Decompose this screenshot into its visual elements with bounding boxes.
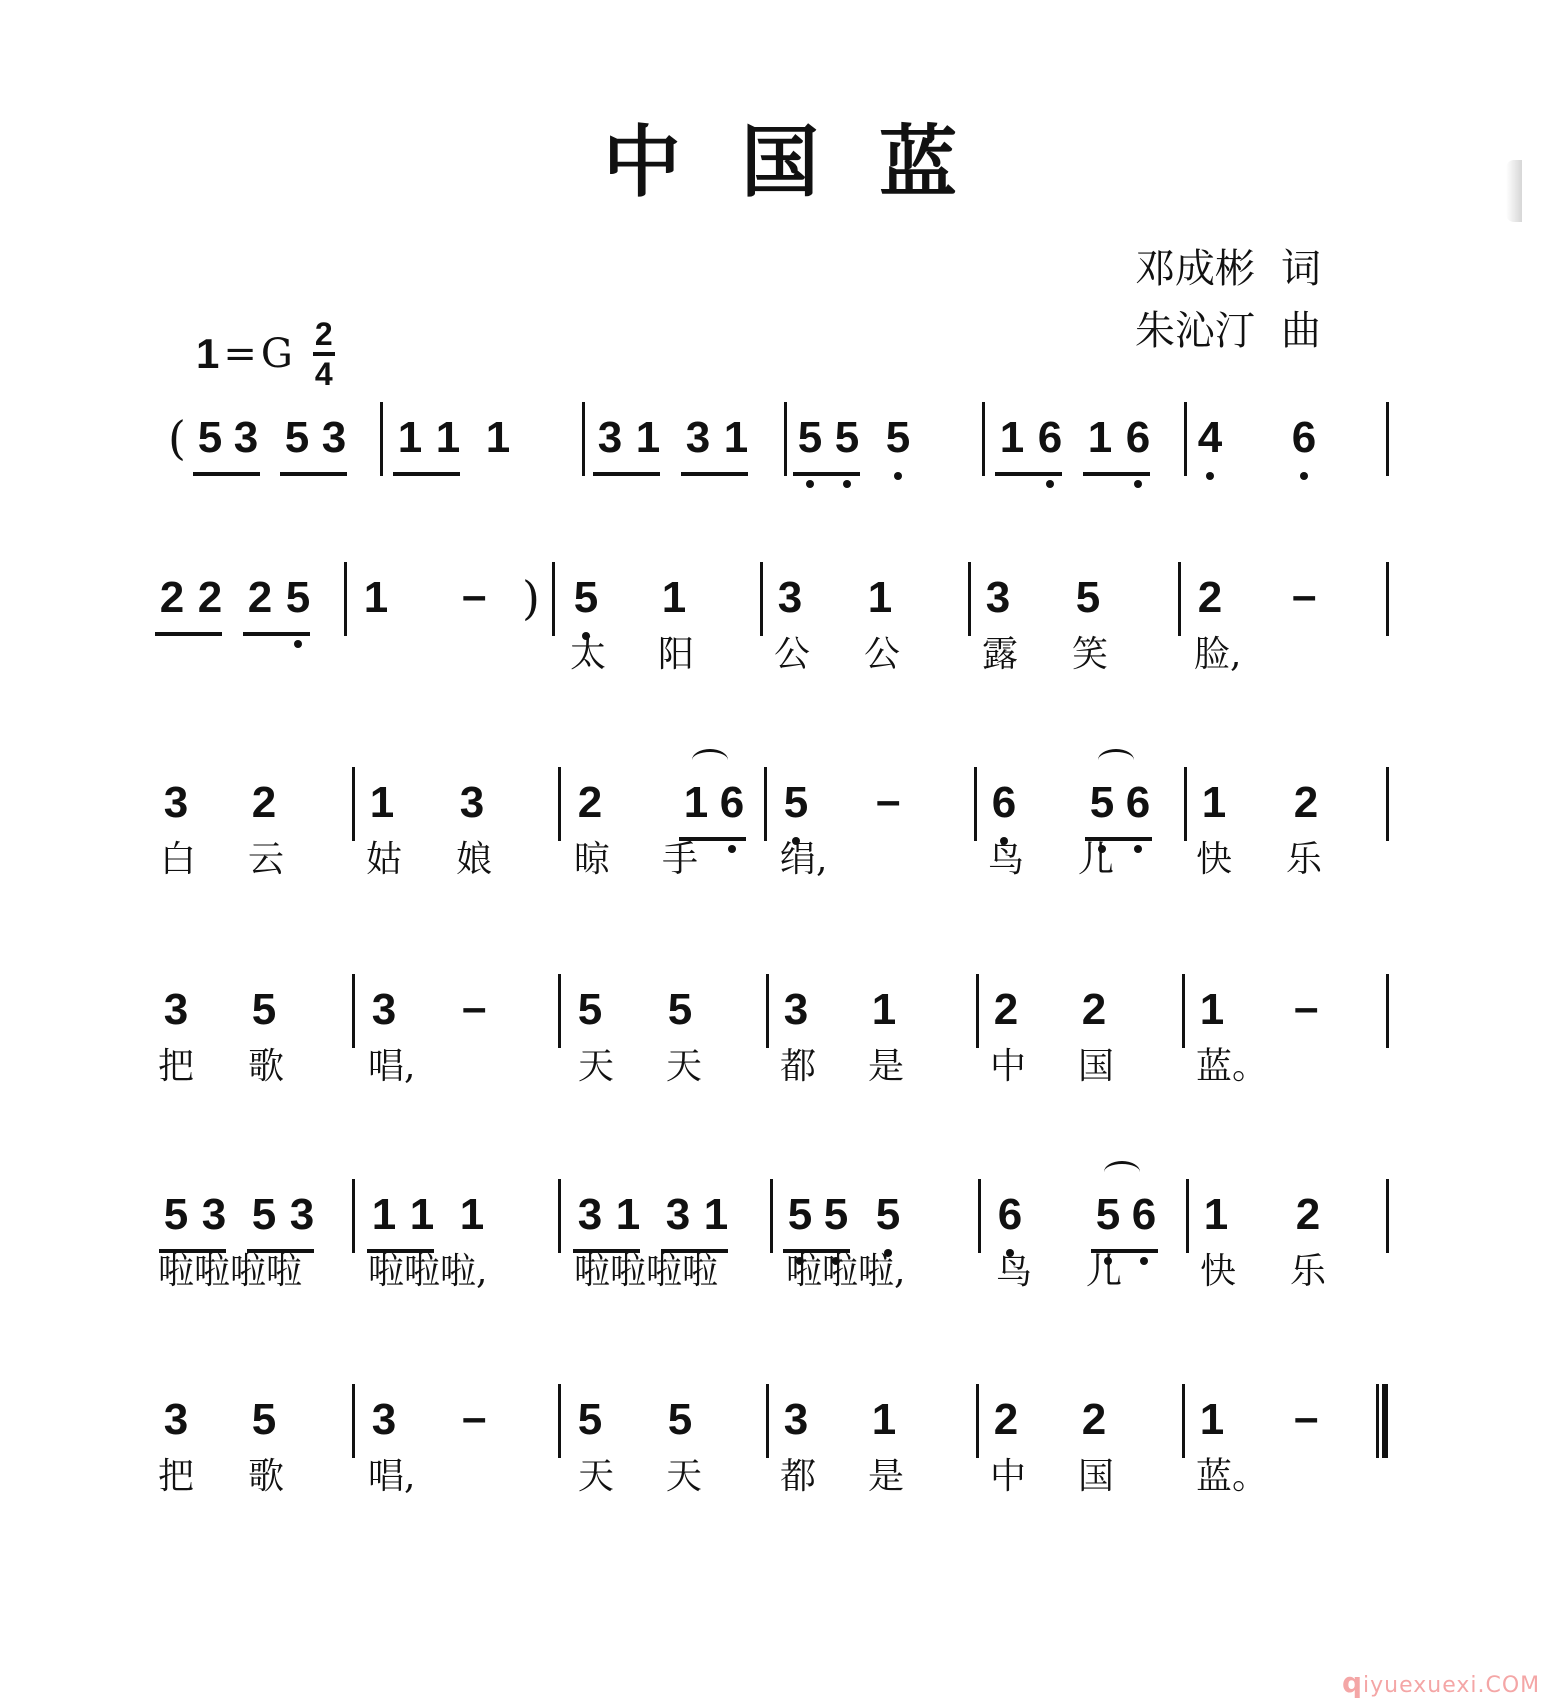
- note: 5: [284, 568, 312, 628]
- note: 2: [1197, 573, 1223, 622]
- lyric-syllable: 中: [990, 1456, 1027, 1497]
- note: 2: [993, 1395, 1019, 1444]
- lyric-syllable: 唱,: [368, 1046, 416, 1087]
- note: 3: [665, 1190, 691, 1239]
- barline: [380, 402, 383, 476]
- note: 2: [577, 778, 603, 827]
- note: 3: [289, 1190, 315, 1239]
- low-octave-dot: [728, 845, 736, 853]
- note: 1: [1199, 985, 1225, 1034]
- low-octave-dot: [1134, 480, 1142, 488]
- note: 5: [251, 1190, 277, 1239]
- note: 1: [369, 778, 395, 827]
- lyric-syllable: 啦啦啦啦: [158, 1251, 303, 1292]
- score-line-3: [0, 773, 1560, 833]
- note: 3: [459, 778, 485, 827]
- note: 1: [661, 573, 687, 622]
- key-equals: =: [223, 331, 257, 377]
- credits: [1135, 238, 1321, 362]
- eighth-note-beam: [995, 472, 1062, 476]
- low-octave-dot: [1140, 1257, 1148, 1265]
- lyric-syllable: 国: [1078, 1456, 1115, 1497]
- barline: [764, 767, 767, 841]
- note: 5: [833, 408, 861, 468]
- note: 3: [163, 1395, 189, 1444]
- note: 5: [667, 985, 693, 1034]
- low-octave-dot: [894, 472, 902, 480]
- composer-name: 朱沁汀: [1135, 308, 1255, 354]
- note: 5: [251, 985, 277, 1034]
- note: 2: [1295, 1190, 1321, 1239]
- lyric-syllable: 鸟: [996, 1251, 1033, 1292]
- lyric-syllable: 是: [868, 1456, 905, 1497]
- lyric-syllable: 鸟: [988, 839, 1025, 880]
- note: 1: [1199, 1395, 1225, 1444]
- note: 6: [718, 773, 746, 833]
- barline: [352, 974, 355, 1048]
- eighth-note-beam: [280, 472, 347, 476]
- note: 5: [782, 773, 810, 833]
- note: 6: [1130, 1185, 1158, 1245]
- lyric-syllable: 脸,: [1194, 634, 1242, 675]
- barline: [766, 1384, 769, 1458]
- low-octave-dot: [1134, 845, 1142, 853]
- sustain-dash: –: [462, 983, 487, 1032]
- lyric-syllable: 把: [158, 1456, 195, 1497]
- low-octave-dot: [1046, 480, 1054, 488]
- barline: [1184, 402, 1187, 476]
- note: 2: [159, 573, 185, 622]
- note: 3: [985, 573, 1011, 622]
- lyricist-role: 词: [1281, 246, 1321, 292]
- note: 1: [371, 1190, 397, 1239]
- note: 5: [822, 1185, 850, 1245]
- eighth-note-beam: [155, 632, 222, 636]
- barline: [1182, 974, 1185, 1048]
- intro-parenthesis: ): [522, 571, 540, 625]
- barline: [352, 767, 355, 841]
- barline: [978, 1179, 981, 1253]
- note: 5: [667, 1395, 693, 1444]
- barline: [784, 402, 787, 476]
- note: 1: [397, 413, 423, 462]
- note: 6: [996, 1185, 1024, 1245]
- barline: [558, 1179, 561, 1253]
- lyric-syllable: 阳: [658, 634, 695, 675]
- note: 5: [884, 408, 912, 468]
- note: 2: [251, 778, 277, 827]
- note: 1: [1087, 413, 1113, 462]
- slur-mark: [692, 749, 728, 771]
- barline: [1178, 562, 1181, 636]
- note: 2: [1081, 1395, 1107, 1444]
- lyric-syllable: 公: [774, 634, 811, 675]
- score-line-1: [0, 408, 1560, 468]
- score-line-6: [0, 1390, 1560, 1450]
- lyric-syllable: 歌: [248, 1456, 285, 1497]
- barline: [1386, 974, 1389, 1048]
- lyric-syllable: 笑: [1072, 634, 1109, 675]
- song-title: 中国蓝: [602, 117, 1017, 208]
- eighth-note-beam: [1083, 472, 1150, 476]
- note: 1: [459, 1190, 485, 1239]
- note: 1: [409, 1190, 435, 1239]
- slur-mark: [1104, 1161, 1140, 1183]
- time-denominator: 4: [314, 356, 333, 392]
- eighth-note-beam: [793, 472, 860, 476]
- note: 5: [577, 1395, 603, 1444]
- note: 5: [572, 568, 600, 628]
- low-octave-dot: [1206, 472, 1214, 480]
- lyric-syllable: 太: [570, 634, 607, 675]
- lyric-syllable: 白: [160, 839, 197, 880]
- lyric-syllable: 都: [780, 1046, 817, 1087]
- note: 6: [1124, 408, 1152, 468]
- low-octave-dot: [843, 480, 851, 488]
- barline: [1386, 562, 1389, 636]
- note: 1: [871, 1395, 897, 1444]
- lyric-syllable: 歌: [248, 1046, 285, 1087]
- note: 3: [321, 413, 347, 462]
- lyric-syllable: 天: [666, 1046, 703, 1087]
- lyric-syllable: 天: [578, 1046, 615, 1087]
- barline: [352, 1384, 355, 1458]
- note: 3: [783, 1395, 809, 1444]
- note: 5: [163, 1190, 189, 1239]
- note: 2: [247, 573, 273, 622]
- barline: [352, 1179, 355, 1253]
- page-edge-shadow: [1506, 160, 1522, 222]
- lyric-syllable: 把: [158, 1046, 195, 1087]
- barline: [552, 562, 555, 636]
- barline: [1386, 402, 1389, 476]
- note: 1: [871, 985, 897, 1034]
- eighth-note-beam: [243, 632, 310, 636]
- watermark: [1342, 1666, 1540, 1699]
- lyric-syllable: 蓝。: [1196, 1456, 1269, 1497]
- barline: [582, 402, 585, 476]
- composer-credit: [1135, 300, 1321, 362]
- lyric-syllable: 露: [982, 634, 1019, 675]
- sustain-dash: –: [1294, 1393, 1319, 1442]
- note: 6: [1290, 408, 1318, 468]
- note: 3: [371, 985, 397, 1034]
- barline: [766, 974, 769, 1048]
- note: 3: [371, 1395, 397, 1444]
- barline: [558, 974, 561, 1048]
- note: 6: [990, 773, 1018, 833]
- note: 1: [1201, 778, 1227, 827]
- note: 5: [1088, 773, 1116, 833]
- sustain-dash: –: [1294, 983, 1319, 1032]
- eighth-note-beam: [681, 472, 748, 476]
- final-barline: [1376, 1384, 1388, 1458]
- barline: [770, 1179, 773, 1253]
- note: 4: [1196, 408, 1224, 468]
- score-line-5: [0, 1185, 1560, 1245]
- note: 2: [993, 985, 1019, 1034]
- note: 5: [786, 1185, 814, 1245]
- note: 5: [1075, 573, 1101, 622]
- sustain-dash: –: [462, 571, 487, 620]
- note: 3: [233, 413, 259, 462]
- lyric-syllable: 中: [990, 1046, 1027, 1087]
- note: 3: [577, 1190, 603, 1239]
- barline: [976, 1384, 979, 1458]
- barline: [344, 562, 347, 636]
- low-octave-dot: [1300, 472, 1308, 480]
- intro-parenthesis: (: [168, 411, 186, 465]
- lyric-syllable: 天: [578, 1456, 615, 1497]
- note: 5: [1094, 1185, 1122, 1245]
- score-line-4: [0, 980, 1560, 1040]
- lyric-syllable: 乐: [1290, 1251, 1327, 1292]
- note: 5: [284, 413, 310, 462]
- lyric-syllable: 天: [666, 1456, 703, 1497]
- lyric-syllable: 啦啦啦啦: [574, 1251, 719, 1292]
- note: 1: [615, 1190, 641, 1239]
- note: 5: [251, 1395, 277, 1444]
- barline: [1386, 767, 1389, 841]
- lyric-syllable: 快: [1200, 1251, 1237, 1292]
- lyric-syllable: 儿: [1078, 839, 1115, 880]
- lyric-syllable: 云: [248, 839, 285, 880]
- lyric-syllable: 公: [864, 634, 901, 675]
- eighth-note-beam: [393, 472, 460, 476]
- lyric-syllable: 乐: [1286, 839, 1323, 880]
- barline: [968, 562, 971, 636]
- key-tonic: 1: [196, 330, 220, 377]
- note: 1: [703, 1190, 729, 1239]
- sustain-dash: –: [876, 776, 901, 825]
- note: 1: [363, 573, 389, 622]
- sustain-dash: –: [462, 1393, 487, 1442]
- note: 3: [597, 413, 623, 462]
- lyric-syllable: 手: [662, 839, 699, 880]
- lyric-syllable: 都: [780, 1456, 817, 1497]
- lyric-syllable: 啦啦啦,: [786, 1251, 906, 1292]
- note: 3: [777, 573, 803, 622]
- low-octave-dot: [806, 480, 814, 488]
- slur-mark: [1098, 749, 1134, 771]
- note: 1: [999, 413, 1025, 462]
- key-signature: [196, 318, 335, 390]
- lyric-syllable: 娘: [456, 839, 493, 880]
- eighth-note-beam: [193, 472, 260, 476]
- note: 1: [485, 413, 511, 462]
- note: 5: [577, 985, 603, 1034]
- lyric-syllable: 姑: [366, 839, 403, 880]
- lyric-syllable: 国: [1078, 1046, 1115, 1087]
- note: 1: [867, 573, 893, 622]
- barline: [558, 767, 561, 841]
- note: 1: [435, 413, 461, 462]
- lyric-syllable: 快: [1196, 839, 1233, 880]
- key-name: G: [260, 331, 293, 377]
- lyric-syllable: 唱,: [368, 1456, 416, 1497]
- note: 5: [874, 1185, 902, 1245]
- lyricist-name: 邓成彬: [1135, 246, 1255, 292]
- note: 1: [1203, 1190, 1229, 1239]
- lyric-syllable: 是: [868, 1046, 905, 1087]
- barline: [1182, 1384, 1185, 1458]
- time-numerator: 2: [314, 316, 333, 352]
- watermark-logo-icon: q: [1342, 1666, 1364, 1699]
- note: 3: [163, 985, 189, 1034]
- note: 6: [1036, 408, 1064, 468]
- watermark-text: iyuexuexi.COM: [1363, 1673, 1541, 1698]
- note: 6: [1124, 773, 1152, 833]
- barline: [1386, 1179, 1389, 1253]
- barline: [976, 974, 979, 1048]
- lyric-syllable: 啦啦啦,: [368, 1251, 488, 1292]
- lyric-syllable: 儿: [1086, 1251, 1123, 1292]
- barline: [1184, 767, 1187, 841]
- note: 3: [783, 985, 809, 1034]
- note: 1: [683, 778, 709, 827]
- note: 3: [685, 413, 711, 462]
- barline: [760, 562, 763, 636]
- eighth-note-beam: [593, 472, 660, 476]
- time-signature: [313, 318, 335, 390]
- barline: [982, 402, 985, 476]
- note: 2: [1293, 778, 1319, 827]
- note: 2: [197, 573, 223, 622]
- sustain-dash: –: [1292, 571, 1317, 620]
- lyric-syllable: 绢,: [780, 839, 828, 880]
- lyricist-credit: [1135, 238, 1321, 300]
- barline: [974, 767, 977, 841]
- note: 1: [635, 413, 661, 462]
- lyric-syllable: 晾: [574, 839, 611, 880]
- note: 5: [796, 408, 824, 468]
- note: 1: [723, 413, 749, 462]
- composer-role: 曲: [1281, 308, 1321, 354]
- note: 3: [163, 778, 189, 827]
- note: 3: [201, 1190, 227, 1239]
- note: 5: [197, 413, 223, 462]
- barline: [558, 1384, 561, 1458]
- note: 2: [1081, 985, 1107, 1034]
- low-octave-dot: [294, 640, 302, 648]
- score-line-2: [0, 568, 1560, 628]
- barline: [1186, 1179, 1189, 1253]
- lyric-syllable: 蓝。: [1196, 1046, 1269, 1087]
